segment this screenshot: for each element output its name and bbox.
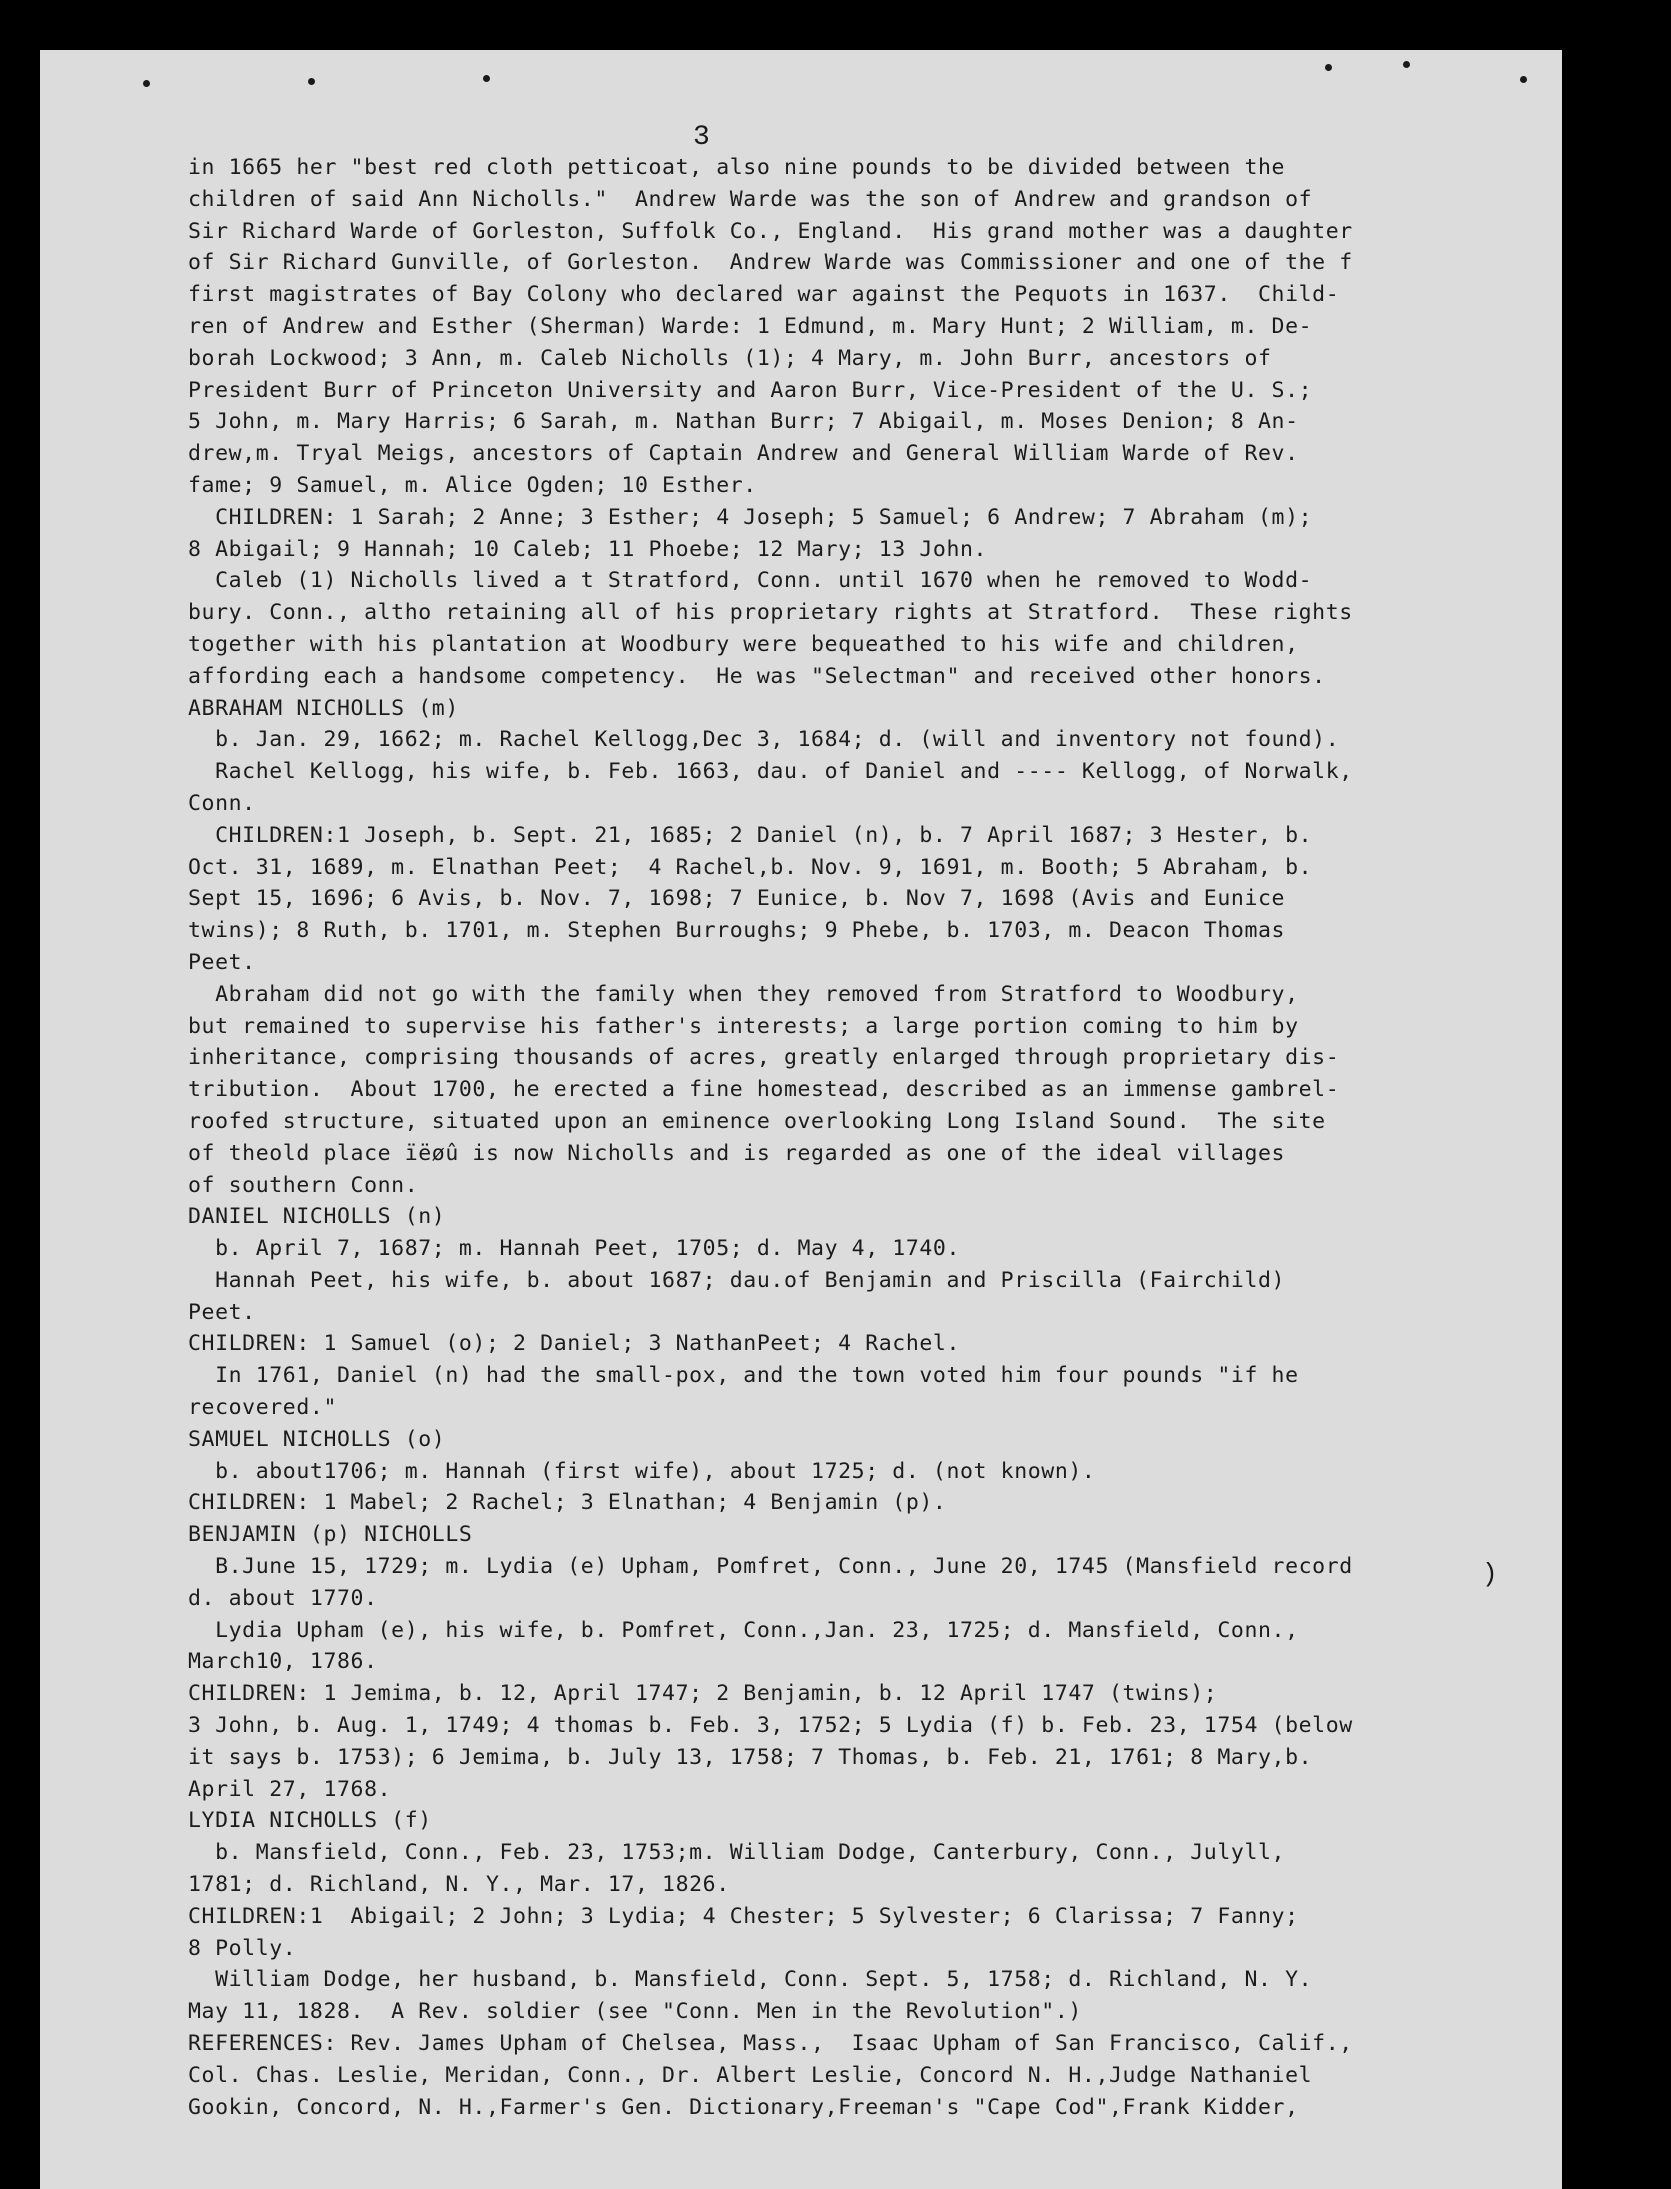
document-page <box>40 50 1562 2189</box>
text-line: children of said Ann Nicholls." Andrew Warde was the son of Andrew and grandson of <box>188 186 1313 212</box>
text-line: Rachel Kellogg, his wife, b. Feb. 1663, dau. of Daniel and ---- Kellogg, of Norwalk, <box>188 759 1353 785</box>
text-line: 5 John, m. Mary Harris; 6 Sarah, m. Nathan Burr; 7 Abigail, m. Moses Denion; 8 An- <box>188 409 1299 435</box>
text-line: 8 Polly. <box>188 1935 297 1961</box>
text-line: b. April 7, 1687; m. Hannah Peet, 1705; d. May 4, 1740. <box>188 1236 961 1262</box>
text-line: of Sir Richard Gunville, of Gorleston. Andrew Warde was Commissioner and one of the f <box>188 250 1353 276</box>
text-line: together with his plantation at Woodbury were bequeathed to his wife and children, <box>188 631 1299 657</box>
text-line: twins); 8 Ruth, b. 1701, m. Stephen Burroughs; 9 Phebe, b. 1703, m. Deacon Thomas <box>188 918 1286 944</box>
text-line: tribution. About 1700, he erected a fine homestead, described as an immense gambrel- <box>188 1077 1340 1103</box>
text-line: Peet. <box>188 949 256 975</box>
text-line: Sept 15, 1696; 6 Avis, b. Nov. 7, 1698; 7 Eunice, b. Nov 7, 1698 (Avis and Eunice <box>188 886 1286 912</box>
text-line: Hannah Peet, his wife, b. about 1687; dau.of Benjamin and Priscilla (Fairchild) <box>188 1267 1286 1293</box>
text-line: Sir Richard Warde of Gorleston, Suffolk Co., England. His grand mother was a daughter <box>188 218 1353 244</box>
text-line: affording each a handsome competency. He was "Selectman" and received other honors. <box>188 663 1326 689</box>
text-line: CHILDREN: 1 Samuel (o); 2 Daniel; 3 NathanPeet; 4 Rachel. <box>188 1331 961 1357</box>
text-line: roofed structure, situated upon an eminence overlooking Long Island Sound. The site <box>188 1108 1326 1134</box>
text-line: recovered." <box>188 1395 337 1421</box>
text-line: Conn. <box>188 790 256 816</box>
text-line: of southern Conn. <box>188 1172 419 1198</box>
text-line: ren of Andrew and Esther (Sherman) Warde: 1 Edmund, m. Mary Hunt; 2 William, m. De- <box>188 313 1313 339</box>
text-line: DANIEL NICHOLLS (n) <box>188 1204 446 1230</box>
text-line: B.June 15, 1729; m. Lydia (e) Upham, Pomfret, Conn., June 20, 1745 (Mansfield record <box>188 1554 1353 1580</box>
text-line: it says b. 1753); 6 Jemima, b. July 13, 1758; 7 Thomas, b. Feb. 21, 1761; 8 Mary,b. <box>188 1744 1313 1770</box>
margin-brace: ) <box>1482 1559 1498 1589</box>
text-line: CHILDREN: 1 Sarah; 2 Anne; 3 Esther; 4 Joseph; 5 Samuel; 6 Andrew; 7 Abraham (m); <box>188 504 1313 530</box>
text-line: SAMUEL NICHOLLS (o) <box>188 1426 446 1452</box>
text-line: Oct. 31, 1689, m. Elnathan Peet; 4 Rachel,b. Nov. 9, 1691, m. Booth; 5 Abraham, b. <box>188 854 1313 880</box>
text-line: May 11, 1828. A Rev. soldier (see "Conn. Men in the Revolution".) <box>188 1999 1082 2025</box>
punch-hole-mark <box>143 80 150 87</box>
document-body <box>188 152 1353 2123</box>
text-line: Abraham did not go with the family when they removed from Stratford to Woodbury, <box>188 981 1299 1007</box>
text-line: BENJAMIN (p) NICHOLLS <box>188 1522 473 1548</box>
text-line: Col. Chas. Leslie, Meridan, Conn., Dr. Albert Leslie, Concord N. H.,Judge Nathaniel <box>188 2062 1313 2088</box>
text-line: but remained to supervise his father's interests; a large portion coming to him by <box>188 1013 1299 1039</box>
text-line: REFERENCES: Rev. James Upham of Chelsea, Mass., Isaac Upham of San Francisco, Calif., <box>188 2031 1353 2057</box>
text-line: ABRAHAM NICHOLLS (m) <box>188 695 459 721</box>
text-line: inheritance, comprising thousands of acres, greatly enlarged through proprietary dis- <box>188 1045 1340 1071</box>
text-line: b. about1706; m. Hannah (first wife), about 1725; d. (not known). <box>188 1458 1096 1484</box>
text-line: President Burr of Princeton University and Aaron Burr, Vice-President of the U. S.; <box>188 377 1313 403</box>
page-number: 3 <box>693 122 710 153</box>
text-line: Gookin, Concord, N. H.,Farmer's Gen. Dictionary,Freeman's "Cape Cod",Frank Kidder, <box>188 2094 1299 2120</box>
text-line: fame; 9 Samuel, m. Alice Ogden; 10 Esther. <box>188 472 757 498</box>
text-line: borah Lockwood; 3 Ann, m. Caleb Nicholls (1); 4 Mary, m. John Burr, ancestors of <box>188 345 1272 371</box>
text-line: b. Mansfield, Conn., Feb. 23, 1753;m. William Dodge, Canterbury, Conn., Julyll, <box>188 1840 1286 1866</box>
text-line: LYDIA NICHOLLS (f) <box>188 1808 432 1834</box>
text-line: 1781; d. Richland, N. Y., Mar. 17, 1826. <box>188 1872 730 1898</box>
text-line: b. Jan. 29, 1662; m. Rachel Kellogg,Dec 3, 1684; d. (will and inventory not found). <box>188 727 1340 753</box>
text-line: Peet. <box>188 1299 256 1325</box>
text-line: of theold place ïëøû is now Nicholls and is regarded as one of the ideal villages <box>188 1140 1286 1166</box>
text-line: d. about 1770. <box>188 1585 378 1611</box>
text-line: April 27, 1768. <box>188 1776 392 1802</box>
text-line: drew,m. Tryal Meigs, ancestors of Captain Andrew and General William Warde of Rev. <box>188 441 1299 467</box>
text-line: CHILDREN:1 Joseph, b. Sept. 21, 1685; 2 Daniel (n), b. 7 April 1687; 3 Hester, b. <box>188 822 1313 848</box>
text-line: bury. Conn., altho retaining all of his proprietary rights at Stratford. These rights <box>188 600 1353 626</box>
punch-hole-mark <box>483 75 490 82</box>
text-line: William Dodge, her husband, b. Mansfield, Conn. Sept. 5, 1758; d. Richland, N. Y. <box>188 1967 1313 1993</box>
text-line: Caleb (1) Nicholls lived a t Stratford, Conn. until 1670 when he removed to Wodd- <box>188 568 1313 594</box>
punch-hole-mark <box>1403 61 1410 68</box>
text-line: CHILDREN: 1 Mabel; 2 Rachel; 3 Elnathan; 4 Benjamin (p). <box>188 1490 947 1516</box>
punch-hole-mark <box>1520 76 1527 83</box>
text-line: CHILDREN:1 Abigail; 2 John; 3 Lydia; 4 Chester; 5 Sylvester; 6 Clarissa; 7 Fanny; <box>188 1903 1299 1929</box>
text-line: in 1665 her "best red cloth petticoat, also nine pounds to be divided between the <box>188 155 1286 180</box>
text-line: 3 John, b. Aug. 1, 1749; 4 thomas b. Feb. 3, 1752; 5 Lydia (f) b. Feb. 23, 1754 (below <box>188 1713 1353 1739</box>
text-line: CHILDREN: 1 Jemima, b. 12, April 1747; 2 Benjamin, b. 12 April 1747 (twins); <box>188 1681 1218 1707</box>
punch-hole-mark <box>308 78 315 85</box>
punch-hole-mark <box>1325 64 1332 71</box>
text-line: Lydia Upham (e), his wife, b. Pomfret, Conn.,Jan. 23, 1725; d. Mansfield, Conn., <box>188 1617 1299 1643</box>
text-line: March10, 1786. <box>188 1649 378 1675</box>
text-line: 8 Abigail; 9 Hannah; 10 Caleb; 11 Phoebe; 12 Mary; 13 John. <box>188 536 988 562</box>
text-line: In 1761, Daniel (n) had the small-pox, and the town voted him four pounds "if he <box>188 1363 1299 1389</box>
text-line: first magistrates of Bay Colony who declared war against the Pequots in 1637. Child- <box>188 282 1340 308</box>
